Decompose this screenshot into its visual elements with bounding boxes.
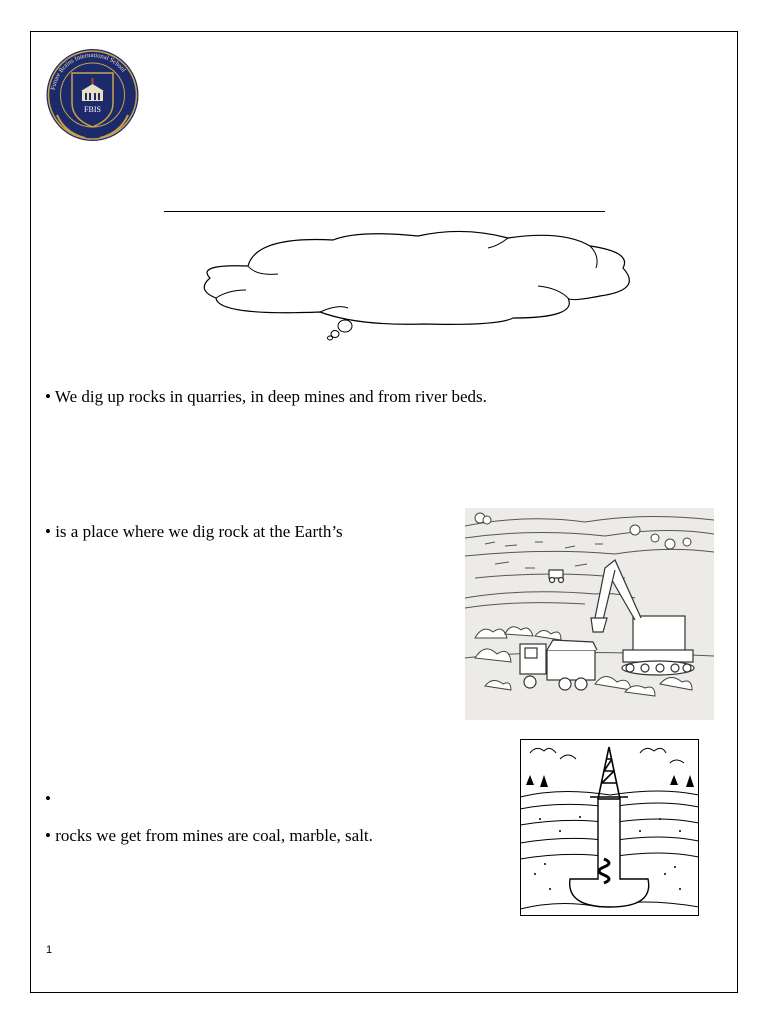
- bullet-3: •: [45, 789, 51, 808]
- page-number: 1: [46, 944, 53, 956]
- thought-cloud: [198, 228, 642, 344]
- logo-ring-text: Future Brains International School: [49, 51, 127, 91]
- logo-initials: FBIS: [84, 105, 101, 114]
- school-logo: [45, 45, 140, 145]
- bullet-1: • We dig up rocks in quarries, in deep mines and from river beds.: [45, 387, 487, 406]
- bullet-4: • rocks we get from mines are coal, marble, salt.: [45, 826, 373, 845]
- title-underline: [164, 211, 605, 212]
- mine-drill-illustration: [520, 739, 699, 916]
- quarry-illustration: [465, 508, 714, 720]
- bullet-2: • is a place where we dig rock at the Earth’s: [45, 522, 343, 541]
